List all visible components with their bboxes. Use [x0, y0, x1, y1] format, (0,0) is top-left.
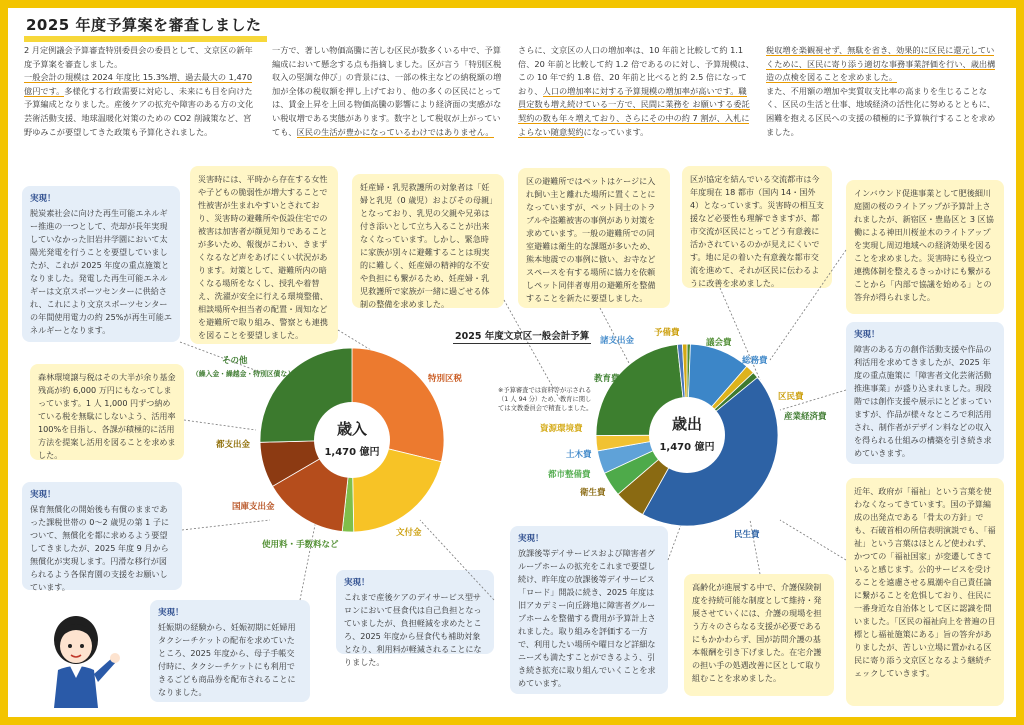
note-text: 妊産婦・乳児救護所の対象者は「妊婦と乳児（0 歳児）およびその母親」となっており、乳児の父親や兄弟は付き添いとして立ち入ることが出来なくなっています。しかし、緊急時に家族が別々に避難することは現実的に難しく、妊産婦の精神的な不安や負担にも繋がるため、妊産婦・乳児救護所で家族が一緒に過ごせる体制の整備を求めました。 — [360, 182, 494, 309]
note-text: 区が協定を結んでいる交流都市は今年度現在 18 都市（国内 14・国外 4）となっています。災害時の相互支援など必要性も理解できますが、都市交流が区民にとってどう有意義に活かされているのかが見えにくいです。地に足の着いた有意義な都市交流を進めて、それが区民に伝わるように改善を求めました。 — [690, 174, 825, 288]
chart-title: 2025 年度文京区一般会計予算 — [453, 328, 591, 344]
revenue-title: 歳入 — [336, 420, 367, 438]
expense-title: 歳出 — [671, 415, 702, 433]
note-text: 障害のある方の創作活動支援や作品の利活用を求めてきましたが、2025 年度の重点施策に「障害者文化芸術活動推進事業」が盛り込まれました。現段階では創作支援や展示にとどまっていますが、作品が様々なところで利活用され、制作者がデザイン料などの収入を得られる仕組みの構築を引き続き求めていきます。 — [854, 344, 992, 458]
intro-text: さらに、文京区の人口の増加率は、10 年前と比較して約 1.1 倍、20 年前と比較して約 1.2 倍であるのに対し、予算規模は、この 10 年で約 1.8 倍、20 年前と比べると約 2.5 倍になっており、 — [518, 45, 754, 96]
expense-label-civil: 土木費 — [566, 450, 592, 460]
intro-highlight: 人口の増加率に対する予算規模の増加率が高いです。職員定数も増え続けている一方で、民間に業務を お願いする委託契約の数も年々増えており、さらにその中の約 7 割が、入札によらない随意契約 — [518, 85, 750, 137]
expense-label-urban: 都市整備費 — [548, 470, 591, 480]
expense-label-welfare: 民生費 — [734, 530, 760, 540]
revenue-label-national: 国庫支出金 — [232, 502, 275, 512]
realized-tag: 実現！ — [854, 330, 880, 340]
expense-label-industry: 産業経済費 — [784, 412, 827, 422]
realized-tag: 実現！ — [518, 534, 544, 544]
note-text: 区の避難所ではペットはケージに入れ飼い主と離れた場所に置くことになっていますが、ペット同士のトラブルや盗難被害の事例があり対策を求めています。一般の避難所での同室避難は衛生的な課題が多いため、熊本地震での事例に倣い、お寺などスペースを有する場所に協力を依頼しペット同伴者専用の避難所を整備することを新たに要望しました。 — [526, 176, 656, 303]
expense-center — [649, 397, 725, 473]
note-text: インバウンド促進事業として肥後細川庭園の桜のライトアップが予算計上されましたが、新宿区・豊島区と 3 区協働による神田川桜並木のライトアップを実現し周辺地域への経済効果を図ることを求めました。災害時にも役立つ連携体制を整えるきっかけにも繋がることから「内部で協議を始める」との答弁が得られました。 — [854, 188, 994, 302]
expense-total: 1,470 億円 — [659, 442, 715, 453]
revenue-label-fees: 使用料・手数料など — [262, 540, 339, 550]
note-text: 脱炭素社会に向けた再生可能エネルギー推進の一つとして、売却が長年実現していなかった旧岩井学園において太陽光発電を行うことを要望していましたが、これが 2025 年度の重点施策となりました。発電した再生可能エネルギーは文京スポーツセンターに供給され、これにより文京スポーツセンターの年間使用電力の約 25%が再生可能エネルギーとなります。 — [30, 208, 172, 335]
note-text: 高齢化が進展する中で、介護保険制度を持続可能な制度として維持・発展させていくには、介護の現場を担う方々のさらなる支援が必要であるにもかかわらず、国が訪問介護の基本報酬を引き下げました。在宅介護の担い手の処遇改善に区として取り組むことを求めました。 — [692, 582, 822, 683]
realized-tag: 実現！ — [30, 490, 56, 500]
note-text: これまで産後ケアのデイサービス型サロンにおいて昼食代は自己負担となっていましたが、負担軽減を求めたところ、2025 年度から昼食代も補助対象となり、利用料が軽減されることになりました。 — [344, 592, 482, 667]
expense-label-resource: 資源環境費 — [540, 424, 583, 434]
note-text: 妊娠期の経験から、妊娠初期に妊婦用タクシーチケットの配布を求めていたところ、2025 年度から、母子手帳交付時に、タクシーチケットにも利用できるごども商品券を配布されることになりました。 — [158, 622, 296, 697]
intro-text: 一方で、著しい物価高騰に苦しむ区民が数多くいる中で、予算編成において懸念する点も指摘しました。区が言う「特別区税収入の堅調な伸び」の背景には、一部の株主などの納税額の増加が全体の税収額を押し上げており、他の多くの区民にとっては、賃金上昇を上回る物価高騰の影響により経済面の実感がない税収増である実態があります。数字として税収が上がっていても、 — [272, 45, 502, 137]
intro-text: になっています。 — [583, 126, 649, 137]
expense-label-general: 総務費 — [742, 356, 768, 366]
expense-label-education: 教育費 — [594, 374, 620, 384]
note-text: 保育無償化の開始後も有償のままであった課税世帯の 0〜2 歳児の第 1 子について、無償化を都に求めるよう要望してきましたが、2025 年度 9 月から無償化が実現します。円滑な移行が図られるよう各保育園の支援をお願いしています。 — [30, 504, 170, 592]
realized-tag: 実現！ — [158, 608, 184, 618]
revenue-label-special-tax: 特別区税 — [428, 374, 463, 384]
intro-highlight: 一般会計の規模は 2024 年度比 15.3%増、過去最大の 1,470 億円です。 — [24, 72, 253, 96]
chart-note: ※予算審査では資料等が示される（1 人 94 分）ため、教育に関しては文教委員会で精査しました。 — [498, 387, 593, 412]
intro-text: 2 月定例議会予算審査特別委員会の委員として、文京区の新年度予算案を審査しました。 — [24, 45, 253, 69]
realized-tag: 実現！ — [30, 194, 56, 204]
revenue-label-other-sub: （繰入金・繰越金・特別区債など） — [192, 370, 301, 378]
note-text: 近年、政府が「福祉」という言葉を使わなくなってきています。国の予算編成の出発点である「骨太の方針」でも、石破首相の所信表明演説でも、「福祉」という言葉はほとんど使われず、かつての「福祉国家」が変遷してきていると感じます。公的サービスを受けることを遠慮させる風潮や自己責任論に繋がることを危惧しており、住民に一番身近な自治体として区に認識を問いました。「区民の福祉向上を普遍の目標とし福祉施策にある」旨の答弁がありましたが、苦しい立場に置かれる区民に寄り添う文京区となるよう継続チェックしていきます。 — [854, 486, 996, 678]
expense-label-reserve: 予備費 — [654, 328, 680, 338]
intro-highlight: 税収増を楽観視せず、無駄を省き、効果的に区民に還元していくために、区民に寄り添う適切な事務事業評価を行い、歳出構造の点検を図ることを求めました。 — [766, 45, 996, 83]
revenue-total: 1,470 億円 — [324, 447, 380, 458]
revenue-center — [314, 402, 390, 478]
expense-label-misc: 諸支出金 — [600, 336, 635, 346]
revenue-label-tokyo: 都支出金 — [216, 440, 251, 450]
realized-tag: 実現！ — [344, 578, 370, 588]
expense-label-health: 衛生費 — [580, 488, 606, 498]
note-text: 災害時には、平時から存在する女性や子どもの脆弱性が増大することで性被害が生まれやすいとされており、災害時の避難所や仮設住宅での被害は加害者が顔見知りであることが多いため、報復がこわい、きまずくなるなど声をあげにくい状況があります。対策として、避難所内の暗くなる場所をなくし、授乳や着替え、洗濯が安全に行える環境整備、相談場所や担当者の配置・周知などを避難所で取り組み、警察とも連携を図ることを要望しました。 — [198, 174, 328, 340]
intro-text: 多様化する行政需要に対応し、未来にも目を向けた予算編成となりました。産後ケアの拡充や障害のある方の文化芸術活動支援、地球温暖化対策のための CO2 削減策など、宮野ゆみこが要望してきた政策も予算化されました。 — [24, 85, 254, 137]
revenue-label-other: その他 — [222, 356, 248, 366]
intro-highlight: 区民の生活が豊かになっているわけではありません。 — [296, 126, 494, 137]
note-text: 放課後等デイサービスおよび障害者グループホームの拡充をこれまで要望し続け、昨年度の放課後等デイサービス「ロード」開設に続き、2025 年度は旧アカデミー向丘跡地に障害者グループホームを整備する費用が予算計上されました。取り組みを評価する一方で、利用したい場所や曜日など詳細なニーズも満たすことができるよう、引き続き拡充に取り組んでいくことを求めています。 — [518, 548, 656, 688]
note-text: 森林環境譲与税はその大半が余り基金残高が約 6,000 万円にもなってしまっています。1 人 1,000 円ずつ納めている税を無駄にしないよう、活用率 100%を目指し、各課が積極的に活用方法を提案し活用を図ることを求めました。 — [38, 372, 176, 460]
page-title: 2025 年度予算案を審査しました — [24, 14, 267, 42]
expense-label-assembly: 議会費 — [706, 338, 732, 348]
revenue-label-grant: 文付金 — [396, 528, 422, 538]
expense-label-citizen: 区民費 — [778, 392, 804, 402]
intro-text: また、不用額の増加や実質収支比率の高まりを生じることなく、区民の生活と仕事、地域経済の活性化に努めるとともに、困難を抱える区民への支援の積極的に予算執行することを求めました。 — [766, 85, 996, 137]
